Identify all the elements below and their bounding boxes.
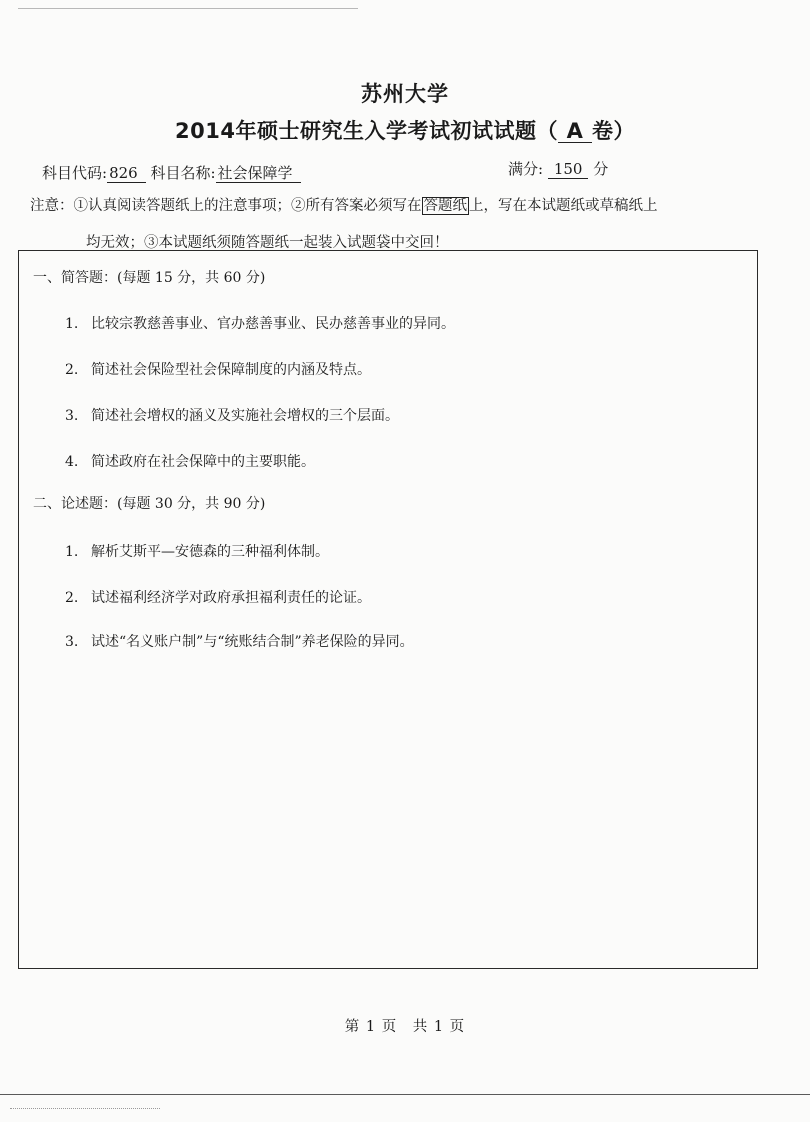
scan-artifact-dots <box>10 1108 160 1110</box>
question-text: 简述社会保险型社会保障制度的内涵及特点。 <box>91 362 371 378</box>
scan-artifact-top <box>18 8 358 9</box>
question-text: 简述社会增权的涵义及实施社会增权的三个层面。 <box>91 408 399 424</box>
notice-text-a: ①认真阅读答题纸上的注意事项；②所有答案必须写在 <box>73 198 422 214</box>
scan-artifact-bottom <box>0 1094 810 1095</box>
full-score <box>508 158 608 179</box>
question-item <box>65 631 414 651</box>
paper-version: A <box>558 120 592 143</box>
question-item <box>65 405 399 425</box>
notice-line-1 <box>30 194 800 215</box>
question-number: 2. <box>65 590 79 606</box>
subject-name-label: 科目名称: <box>150 164 216 182</box>
question-number: 2. <box>65 362 79 378</box>
page-footer: 第 1 页 共 1 页 <box>344 1019 466 1035</box>
question-item <box>65 451 315 471</box>
question-number: 1. <box>65 544 79 560</box>
exam-title-suffix: 卷） <box>591 119 635 143</box>
question-item <box>65 587 371 607</box>
question-text: 比较宗教慈善事业、官办慈善事业、民办慈善事业的异同。 <box>91 316 455 332</box>
score-value: 150 <box>548 161 589 179</box>
notice-text-b: 上，写在本试题纸或草稿纸上 <box>469 198 658 214</box>
section-title-essay: 二、论述题：(每题 30 分，共 90 分) <box>33 496 266 512</box>
subject-name: 社会保障学 <box>216 165 301 183</box>
notice-label: 注意： <box>30 198 74 214</box>
section-title-short-answer: 一、简答题：(每题 15 分，共 60 分) <box>33 270 266 286</box>
question-box <box>18 250 758 969</box>
question-text: 试述福利经济学对政府承担福利责任的论证。 <box>91 590 371 606</box>
exam-title-prefix: 2014年硕士研究生入学考试初试试题（ <box>175 119 558 143</box>
exam-title <box>0 115 810 145</box>
question-text: 解析艾斯平—安德森的三种福利体制。 <box>91 544 329 560</box>
question-number: 1. <box>65 316 79 332</box>
score-label: 满分: <box>508 160 544 178</box>
subject-code-label: 科目代码: <box>42 164 108 182</box>
question-item <box>65 541 329 561</box>
subject-code: 826 <box>107 165 146 183</box>
university-name: 苏州大学 <box>361 82 449 106</box>
subject-info <box>42 162 742 183</box>
question-text: 试述“名义账户制”与“统账结合制”养老保险的异同。 <box>91 634 414 650</box>
answer-sheet-boxed: 答题纸 <box>423 198 467 214</box>
question-text: 简述政府在社会保障中的主要职能。 <box>91 454 315 470</box>
question-number: 3. <box>65 634 79 650</box>
question-number: 3. <box>65 408 79 424</box>
question-item <box>65 313 455 333</box>
question-item <box>65 359 371 379</box>
question-number: 4. <box>65 454 79 470</box>
score-unit: 分 <box>593 160 609 178</box>
notice-line-2: 均无效；③本试题纸须随答题纸一起装入试题袋中交回！ <box>86 235 449 251</box>
